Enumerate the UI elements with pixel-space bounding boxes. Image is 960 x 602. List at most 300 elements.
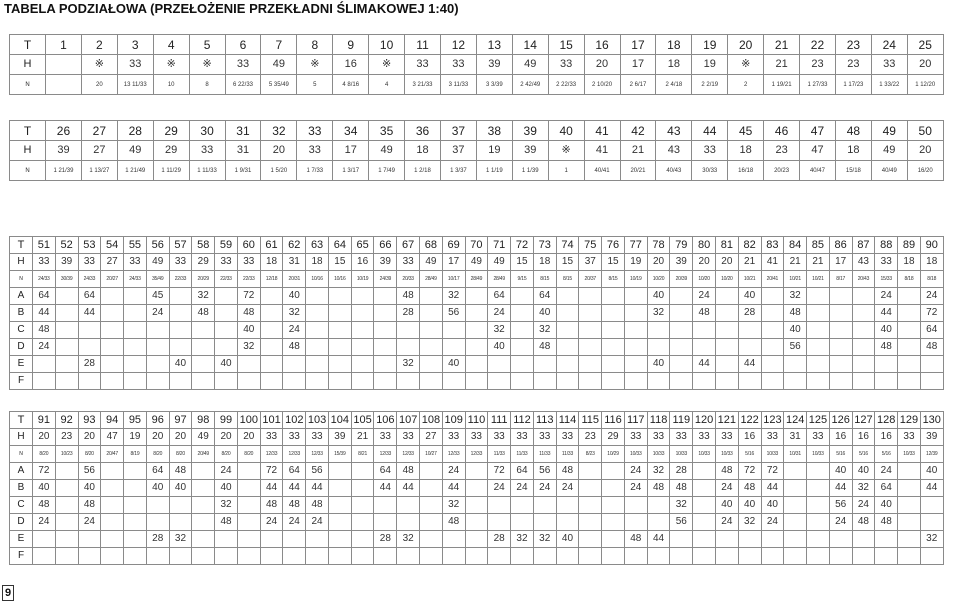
table-cell [442, 339, 465, 356]
table-row-n [10, 271, 944, 288]
table-cell [465, 305, 488, 322]
table-cell: 1 [548, 161, 584, 181]
table-cell: 6 [225, 35, 261, 55]
table-cell: 44 [692, 121, 728, 141]
table-cell [420, 497, 443, 514]
table-cell: 33 [533, 429, 556, 446]
table-cell: 57 [169, 237, 192, 254]
table-cell: 40 [920, 463, 943, 480]
table-cell: 17 [333, 141, 369, 161]
table-cell [556, 548, 579, 565]
table-cell: 24 [715, 514, 738, 531]
table-cell: 20 [146, 429, 169, 446]
table-cell: 48 [875, 514, 898, 531]
table-cell: 40 [215, 480, 238, 497]
table-cell: 11/33 [511, 446, 534, 463]
table-cell: 40 [533, 305, 556, 322]
table-cell: 33 [374, 429, 397, 446]
table-cell: 89 [898, 237, 921, 254]
table-cell: 8/15 [602, 271, 625, 288]
table-cell [374, 339, 397, 356]
table-cell: 32 [397, 356, 420, 373]
table-cell: 28 [78, 356, 101, 373]
table-cell [488, 497, 511, 514]
table-row-c [10, 322, 944, 339]
table-cell [693, 373, 716, 390]
table-cell: 16 [875, 429, 898, 446]
table-cell [784, 463, 807, 480]
table-cell: 41 [761, 254, 784, 271]
table-cell [124, 480, 147, 497]
table-cell [898, 463, 921, 480]
table-cell [192, 463, 215, 480]
table-cell: 28/49 [465, 271, 488, 288]
table-cell [715, 356, 738, 373]
table-cell: 10/20 [715, 271, 738, 288]
table-cell [693, 463, 716, 480]
table-cell: 15 [511, 254, 534, 271]
table-cell [852, 548, 875, 565]
table-cell: 11/33 [488, 446, 511, 463]
table-cell: 48 [237, 305, 260, 322]
table-cell: 44 [33, 305, 56, 322]
table-cell [260, 356, 283, 373]
table-cell [898, 373, 921, 390]
table-cell [306, 548, 329, 565]
table-cell: 85 [807, 237, 830, 254]
table-cell [101, 356, 124, 373]
table-cell [283, 531, 306, 548]
row-label: D [10, 514, 33, 531]
table-cell: 22/33 [237, 271, 260, 288]
table-cell [397, 514, 420, 531]
table-cell [397, 339, 420, 356]
table-cell: 20/31 [283, 271, 306, 288]
table-cell: 33 [297, 141, 333, 161]
table-cell: 35 [369, 121, 405, 141]
table-cell [328, 305, 351, 322]
table-cell: 39 [328, 429, 351, 446]
table-cell: 30/39 [55, 271, 78, 288]
division-table-3 [9, 236, 944, 390]
table-cell [328, 356, 351, 373]
table-cell: 69 [442, 237, 465, 254]
table-cell: 21 [620, 141, 656, 161]
table-cell: 37 [440, 141, 476, 161]
table-cell: 24 [761, 514, 784, 531]
table-cell [351, 463, 374, 480]
table-cell: 72 [761, 463, 784, 480]
row-label: T [10, 35, 46, 55]
table-cell: ※ [728, 55, 764, 75]
table-cell: 33 [715, 429, 738, 446]
table-cell: 50 [907, 121, 943, 141]
table-cell: 51 [33, 237, 56, 254]
table-cell: 5/16 [738, 446, 761, 463]
table-cell [465, 356, 488, 373]
table-cell: 110 [465, 412, 488, 429]
table-cell: 40 [237, 322, 260, 339]
table-cell: 1 2/18 [405, 161, 441, 181]
table-cell: 81 [715, 237, 738, 254]
table-cell [511, 373, 534, 390]
table-cell: 64 [511, 463, 534, 480]
table-cell: 62 [283, 237, 306, 254]
table-cell: 38 [476, 121, 512, 141]
table-cell [624, 514, 647, 531]
table-cell [124, 548, 147, 565]
table-cell: 49 [488, 254, 511, 271]
table-cell [374, 322, 397, 339]
table-cell [55, 373, 78, 390]
table-cell [192, 514, 215, 531]
table-cell [852, 339, 875, 356]
table-cell: 32 [397, 531, 420, 548]
table-cell: 24 [715, 480, 738, 497]
table-cell: 19 [692, 35, 728, 55]
table-cell [693, 339, 716, 356]
table-cell: 24 [215, 463, 238, 480]
table-row-f [10, 373, 944, 390]
table-cell [420, 548, 443, 565]
table-cell: 20 [78, 429, 101, 446]
table-cell: 32 [488, 322, 511, 339]
table-cell [579, 480, 602, 497]
table-cell: 11/33 [556, 446, 579, 463]
table-cell: 8 [189, 75, 225, 95]
table-cell: 105 [351, 412, 374, 429]
table-cell [920, 497, 943, 514]
table-cell: 9/15 [511, 271, 534, 288]
table-cell [807, 548, 830, 565]
table-cell [898, 480, 921, 497]
table-cell [829, 531, 852, 548]
table-cell: 125 [807, 412, 830, 429]
table-cell: 40 [283, 288, 306, 305]
table-cell: 33 [761, 429, 784, 446]
table-cell: 21 [764, 55, 800, 75]
table-cell: 64 [33, 288, 56, 305]
table-cell: 8/20 [169, 446, 192, 463]
table-cell: 79 [670, 237, 693, 254]
table-cell: 33 [647, 429, 670, 446]
table-cell: 32 [647, 463, 670, 480]
table-cell [215, 373, 238, 390]
table-cell [192, 373, 215, 390]
table-cell [784, 497, 807, 514]
table-cell [761, 373, 784, 390]
table-cell: 65 [351, 237, 374, 254]
table-cell: 48 [283, 339, 306, 356]
table-cell: 9 [333, 35, 369, 55]
table-cell [146, 339, 169, 356]
table-cell: 22 [800, 35, 836, 55]
table-cell [556, 373, 579, 390]
table-cell: 24 [488, 305, 511, 322]
table-cell [533, 548, 556, 565]
table-cell [693, 480, 716, 497]
table-row-a [10, 288, 944, 305]
table-row-e [10, 531, 944, 548]
division-table-4 [9, 411, 944, 565]
table-cell: 32 [647, 305, 670, 322]
table-cell: 19 [692, 55, 728, 75]
table-cell: 17 [620, 55, 656, 75]
table-cell: 4 8/16 [333, 75, 369, 95]
table-cell: 5 35/49 [261, 75, 297, 95]
table-cell: 34 [333, 121, 369, 141]
table-cell: 121 [715, 412, 738, 429]
table-cell: 32 [533, 531, 556, 548]
table-cell: 1 21/49 [117, 161, 153, 181]
table-cell: 4 [153, 35, 189, 55]
table-row-n [10, 446, 944, 463]
table-cell [784, 373, 807, 390]
table-cell [898, 548, 921, 565]
table-cell: 44 [78, 305, 101, 322]
table-cell [306, 373, 329, 390]
table-cell: 48 [192, 305, 215, 322]
table-cell [420, 356, 443, 373]
table-row-n [10, 75, 944, 95]
table-cell: 113 [533, 412, 556, 429]
table-cell: 47 [800, 141, 836, 161]
table-cell: 44 [374, 480, 397, 497]
row-label: E [10, 531, 33, 548]
table-cell [852, 531, 875, 548]
table-cell [647, 373, 670, 390]
table-cell [898, 514, 921, 531]
table-cell: 44 [693, 356, 716, 373]
table-cell: 8/23 [579, 446, 602, 463]
table-cell: 128 [875, 412, 898, 429]
table-cell: 25 [907, 35, 943, 55]
table-cell: 32 [283, 305, 306, 322]
table-cell: 29 [602, 429, 625, 446]
table-cell [807, 322, 830, 339]
table-cell: 15/33 [875, 271, 898, 288]
table-cell [488, 548, 511, 565]
table-cell [579, 322, 602, 339]
table-cell [920, 373, 943, 390]
table-cell: 18 [898, 254, 921, 271]
table-cell: 24 [829, 514, 852, 531]
table-cell [602, 463, 625, 480]
table-cell: 33 [306, 429, 329, 446]
row-label: B [10, 480, 33, 497]
table-cell: 28 [397, 305, 420, 322]
table-cell: 122 [738, 412, 761, 429]
table-cell: 72 [260, 463, 283, 480]
table-cell: 15/39 [328, 446, 351, 463]
table-cell [306, 322, 329, 339]
table-cell [328, 497, 351, 514]
table-cell: 99 [215, 412, 238, 429]
table-cell: 37 [579, 254, 602, 271]
table-cell [829, 548, 852, 565]
table-cell: 39 [670, 254, 693, 271]
row-label: F [10, 373, 33, 390]
table-cell: 49 [146, 254, 169, 271]
table-cell [237, 356, 260, 373]
table-cell: 102 [283, 412, 306, 429]
table-cell: 12/18 [260, 271, 283, 288]
table-cell: 27 [101, 254, 124, 271]
table-cell [556, 288, 579, 305]
table-cell: 23 [835, 35, 871, 55]
table-cell: 56 [146, 237, 169, 254]
table-cell [78, 373, 101, 390]
table-cell: 31 [225, 121, 261, 141]
row-label: C [10, 497, 33, 514]
table-cell: 72 [511, 237, 534, 254]
table-cell [602, 305, 625, 322]
table-cell [738, 339, 761, 356]
table-cell [169, 339, 192, 356]
table-cell: 13 [476, 35, 512, 55]
table-cell [602, 373, 625, 390]
table-cell: 10/21 [738, 271, 761, 288]
table-cell: 40 [875, 322, 898, 339]
table-cell: 17 [829, 254, 852, 271]
table-cell [328, 514, 351, 531]
table-cell: 101 [260, 412, 283, 429]
table-cell: 33 [548, 55, 584, 75]
table-cell [556, 322, 579, 339]
table-cell: 61 [260, 237, 283, 254]
table-cell: 33 [511, 429, 534, 446]
table-cell: 33 [440, 55, 476, 75]
table-cell: 24 [442, 463, 465, 480]
table-cell [647, 514, 670, 531]
table-cell [556, 497, 579, 514]
table-cell: 8/20 [215, 446, 238, 463]
table-cell: 20 [907, 141, 943, 161]
table-cell: 24 [33, 339, 56, 356]
table-cell: 43 [852, 254, 875, 271]
table-cell [124, 305, 147, 322]
table-cell: 16 [333, 55, 369, 75]
table-cell: 48 [533, 339, 556, 356]
table-cell [374, 497, 397, 514]
table-cell [146, 514, 169, 531]
table-cell: 32 [442, 288, 465, 305]
table-cell: 48 [33, 497, 56, 514]
table-cell: 33 [33, 254, 56, 271]
table-cell [920, 548, 943, 565]
table-cell [124, 339, 147, 356]
table-cell [670, 322, 693, 339]
table-cell [693, 497, 716, 514]
table-cell [78, 531, 101, 548]
table-cell [283, 548, 306, 565]
table-cell: 126 [829, 412, 852, 429]
table-cell: 20/37 [579, 271, 602, 288]
table-cell: 12/33 [465, 446, 488, 463]
table-cell: 18 [728, 141, 764, 161]
table-cell [852, 288, 875, 305]
table-cell: 1 19/21 [764, 75, 800, 95]
table-cell [169, 497, 192, 514]
table-cell: 67 [397, 237, 420, 254]
table-cell [397, 322, 420, 339]
table-cell [670, 356, 693, 373]
table-cell: 40 [875, 497, 898, 514]
table-cell: 96 [146, 412, 169, 429]
table-row-c [10, 497, 944, 514]
table-cell [761, 288, 784, 305]
table-cell: 33 [397, 429, 420, 446]
table-cell: 44 [283, 480, 306, 497]
table-cell: 1 13/27 [81, 161, 117, 181]
table-cell: 14 [512, 35, 548, 55]
table-cell [647, 497, 670, 514]
table-cell: 64 [374, 463, 397, 480]
table-cell [624, 305, 647, 322]
table-cell [237, 463, 260, 480]
table-cell: 33 [297, 121, 333, 141]
table-cell: 48 [784, 305, 807, 322]
table-cell: 24 [33, 514, 56, 531]
table-cell [237, 480, 260, 497]
table-cell: 32 [920, 531, 943, 548]
table-cell: 64 [488, 288, 511, 305]
table-cell: 40 [169, 480, 192, 497]
table-cell [579, 497, 602, 514]
row-label: T [10, 412, 33, 429]
table-cell [55, 548, 78, 565]
table-cell: 24 [488, 480, 511, 497]
table-cell: 48 [442, 514, 465, 531]
table-cell: 22/33 [169, 271, 192, 288]
table-cell [55, 531, 78, 548]
table-cell [715, 339, 738, 356]
table-cell [169, 548, 192, 565]
table-cell: 12/33 [283, 446, 306, 463]
table-cell [807, 288, 830, 305]
table-cell: 40 [169, 356, 192, 373]
table-cell [351, 497, 374, 514]
table-cell [420, 514, 443, 531]
table-cell [761, 322, 784, 339]
table-cell: 42 [620, 121, 656, 141]
table-cell: 114 [556, 412, 579, 429]
table-cell: 1 21/39 [46, 161, 82, 181]
table-cell [374, 548, 397, 565]
table-cell: 47 [101, 429, 124, 446]
table-cell: 60 [237, 237, 260, 254]
table-cell: 19 [124, 429, 147, 446]
table-cell: 48 [78, 497, 101, 514]
row-label: T [10, 237, 33, 254]
table-cell: 18 [656, 35, 692, 55]
table-row-b [10, 305, 944, 322]
table-cell: 39 [55, 254, 78, 271]
table-cell: 64 [78, 288, 101, 305]
table-cell: 23 [800, 55, 836, 75]
table-row-h [10, 141, 944, 161]
table-cell [351, 305, 374, 322]
table-cell: ※ [369, 55, 405, 75]
table-cell [124, 531, 147, 548]
table-cell [55, 356, 78, 373]
table-cell: 26 [46, 121, 82, 141]
table-cell: 16 [351, 254, 374, 271]
table-cell: 86 [829, 237, 852, 254]
table-cell: 44 [647, 531, 670, 548]
table-cell [579, 463, 602, 480]
table-cell: 40 [715, 497, 738, 514]
